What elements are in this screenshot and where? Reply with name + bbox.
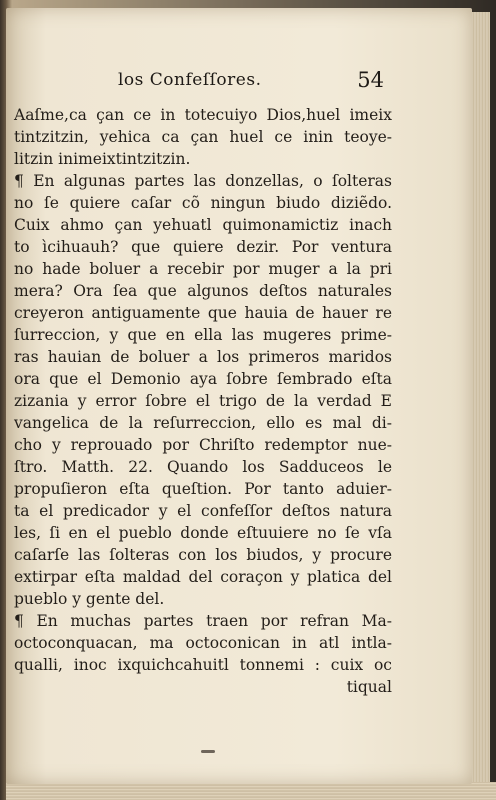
text-line: vangelica de la reſurreccion, ello es mal di- [14,414,392,432]
text-line: les, ſi en el pueblo donde eſtuuiere no ſe vſa [14,524,392,542]
text-line: no hade boluer a recebir por muger a la pri [14,260,392,278]
book-page [6,8,472,784]
text-line: Cuix ahmo çan yehuatl quimonamictiz inach [14,216,392,234]
text-line: ¶ En muchas partes traen por refran Ma- [14,612,392,630]
text-line: litzin inimeixtintzitzin. [14,150,191,168]
text-line: ſtro. Matth. 22. Quando los Sadduceos le [14,458,392,476]
text-line: mera? Ora ſea que algunos deſtos naturales [14,282,392,300]
text-line: ras hauian de boluer a los primeros maridos [14,348,392,366]
text-line: qualli, inoc ixquichcahuitl tonnemi : cuix oc [14,656,392,674]
text-line: tintzitzin, yehica ca çan huel ce inin teoye- [14,128,392,146]
running-head [6,70,472,94]
body-text [14,104,392,698]
text-line: creyeron antiguamente que hauia de hauer re [14,304,392,322]
running-title: los Confeſſores. [118,70,262,90]
text-line: cho y reprouado por Chriſto redemptor nue- [14,436,392,454]
text-line: no ſe quiere caſar cõ ningun biudo diziẽdo. [14,194,392,212]
text-line: caſarſe las ſolteras con los biudos, y procure [14,546,392,564]
text-line: ¶ En algunas partes las donzellas, o ſolteras [14,172,392,190]
page-number: 54 [357,68,384,92]
text-line: Aaſme,ca çan ce in totecuiyo Dios,huel imeix [14,106,392,124]
text-line: pueblo y gente del. [14,590,165,608]
page-fore-edge [471,12,490,784]
text-line: octoconquacan, ma octoconican in atl intla- [14,634,392,652]
text-line: ta el predicador y el confeſſor deſtos natura [14,502,392,520]
text-line: to ìcihuauh? que quiere dezir. Por ventura [14,238,392,256]
ink-mark [201,750,215,753]
text-line: zizania y error ſobre el trigo de la verdad E [14,392,392,410]
page-bottom-edge [6,782,496,800]
text-line: ſurreccion, y que en ella las mugeres prime- [14,326,392,344]
catchword: tiqual [346,678,392,696]
text-line: propuſieron eſta queſtion. Por tanto aduier- [14,480,392,498]
text-line: ora que el Demonio aya ſobre ſembrado eſta [14,370,392,388]
text-line: extirpar eſta maldad del coraçon y platica del [14,568,392,586]
